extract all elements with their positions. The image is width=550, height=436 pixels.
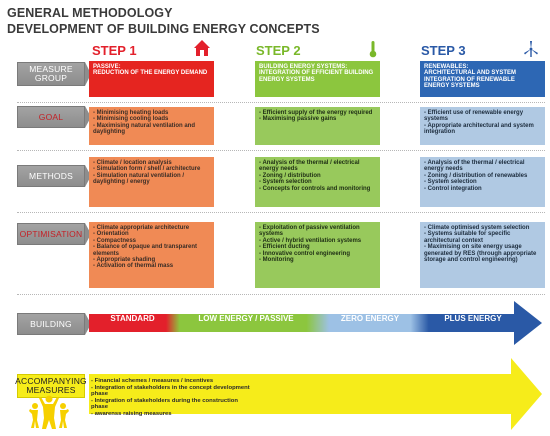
- building-segment-standard: STANDARD: [110, 314, 155, 323]
- list-item: - Maximising passive gains: [259, 116, 337, 123]
- list-item: - Simulation natural ventilation / daylighting / energy: [93, 172, 185, 186]
- list-item: - Efficient use of renewable energy systems: [424, 110, 524, 123]
- list-item: - Minimising heating loads: [93, 110, 169, 116]
- list-item: - Systems suitable for specific architectural context: [424, 231, 511, 244]
- measure-group-step2-text: INTEGRATION OF EFFICIENT BUILDING ENERGY SYSTEMS: [259, 70, 374, 83]
- optimisation-step1: [89, 222, 214, 288]
- list-item: - Maximising on site energy usage generated by RES (through appropriate storage and control engineering): [424, 244, 537, 264]
- list-item: - Zoning / distribution of renewables: [424, 172, 528, 179]
- list-item: - Efficient ducting: [259, 244, 310, 251]
- list-item: - Integration of stakeholders in the concept development phase: [91, 384, 250, 398]
- goal-step3: [420, 107, 545, 145]
- step-2-label: STEP 2: [256, 43, 301, 58]
- list-item: - Active / hybrid ventilation systems: [259, 237, 362, 244]
- list-item: - Minimising cooling loads: [93, 116, 169, 123]
- row-separator: [17, 102, 545, 103]
- measure-group-step1: [89, 61, 214, 97]
- list-item: - System selection: [259, 179, 312, 186]
- step-1-label: STEP 1: [92, 43, 137, 58]
- title-line-1: GENERAL METHODOLOGY: [7, 6, 173, 20]
- measure-group-step3-text: ARCHITECTURAL AND SYSTEM INTEGRATION OF RENEWABLE ENERGY SYSTEMS: [424, 70, 517, 90]
- row-separator: [17, 294, 545, 295]
- measure-group-step2: [255, 61, 380, 97]
- building-energy-arrow: [89, 298, 544, 348]
- thermometer-icon: [368, 40, 378, 58]
- list-item: - Monitoring: [259, 257, 294, 264]
- list-item: - Appropriate shading: [93, 257, 156, 264]
- accompanying-measures-list: [91, 378, 251, 418]
- row-label-goal: GOAL: [17, 106, 85, 128]
- list-item: - Climate appropriate architecture: [93, 225, 190, 231]
- title-line-2: DEVELOPMENT OF BUILDING ENERGY CONCEPTS: [7, 22, 320, 36]
- list-item: - awarenss raising measures: [91, 410, 172, 417]
- list-item: - Exploitation of passive ventilation systems: [259, 225, 360, 238]
- list-item: - System selection: [424, 179, 477, 186]
- optimisation-step2: [255, 222, 380, 288]
- list-item: - Efficient supply of the energy required: [259, 110, 373, 116]
- row-label-optimisation: OPTIMISATION: [17, 223, 85, 245]
- row-label-methods: METHODS: [17, 165, 85, 187]
- people-icon: [28, 394, 70, 430]
- list-item: - Control integration: [424, 185, 482, 192]
- measure-group-step1-heading: PASSIVE:: [93, 64, 121, 70]
- list-item: - Climate / location analysis: [93, 160, 172, 166]
- building-segment-low-energy-passive: LOW ENERGY / PASSIVE: [198, 314, 294, 323]
- list-item: - Financial schemes / measures / incentives: [91, 378, 214, 384]
- list-item: - Maximising natural ventilation and daylighting: [93, 122, 196, 136]
- methods-step1: [89, 157, 214, 207]
- goal-step1: [89, 107, 214, 145]
- list-item: - Orientation: [93, 231, 129, 238]
- building-segment-plus-energy: PLUS ENERGY: [444, 314, 502, 323]
- wind-turbine-icon: [522, 40, 540, 58]
- row-label-measure-group: MEASURE GROUP: [17, 62, 85, 86]
- list-item: - Analysis of the thermal / electrical energy needs: [424, 160, 525, 173]
- list-item: - Activation of thermal mass: [93, 263, 174, 270]
- measure-group-step3-heading: RENEWABLES:: [424, 64, 469, 70]
- measure-group-step1-text: REDUCTION OF THE ENERGY DEMAND: [93, 70, 208, 77]
- list-item: - Compactness: [93, 237, 137, 244]
- list-item: - Analysis of the thermal / electrical energy needs: [259, 160, 360, 173]
- list-item: - Simulation form / shell / architecture: [93, 166, 201, 173]
- list-item: - Balance of opaque and transparent elements: [93, 244, 198, 257]
- list-item: - Appropriate architectural and system integration: [424, 122, 534, 136]
- step-3-label: STEP 3: [421, 43, 466, 58]
- measure-group-step2-heading: BUILDING ENERGY SYSTEMS:: [259, 64, 348, 70]
- measure-group-step3: [420, 61, 545, 97]
- list-item: - Integration of stakeholders during the construction phase: [91, 397, 238, 411]
- row-label-accompanying-measures: ACCOMPANYING MEASURES: [17, 374, 85, 398]
- goal-step2: [255, 107, 380, 145]
- list-item: - Concepts for controls and monitoring: [259, 185, 371, 192]
- row-separator: [17, 212, 545, 213]
- list-item: - Zoning / distribution: [259, 172, 321, 179]
- row-separator: [17, 150, 545, 151]
- building-segment-zero-energy: ZERO ENERGY: [340, 314, 400, 323]
- house-icon: [192, 38, 212, 58]
- optimisation-step3: [420, 222, 545, 288]
- row-label-building: BUILDING: [17, 313, 85, 335]
- methods-step2: [255, 157, 380, 207]
- list-item: - Climate optimised system selection: [424, 225, 530, 231]
- methods-step3: [420, 157, 545, 207]
- list-item: - Innovative control engineering: [259, 250, 351, 257]
